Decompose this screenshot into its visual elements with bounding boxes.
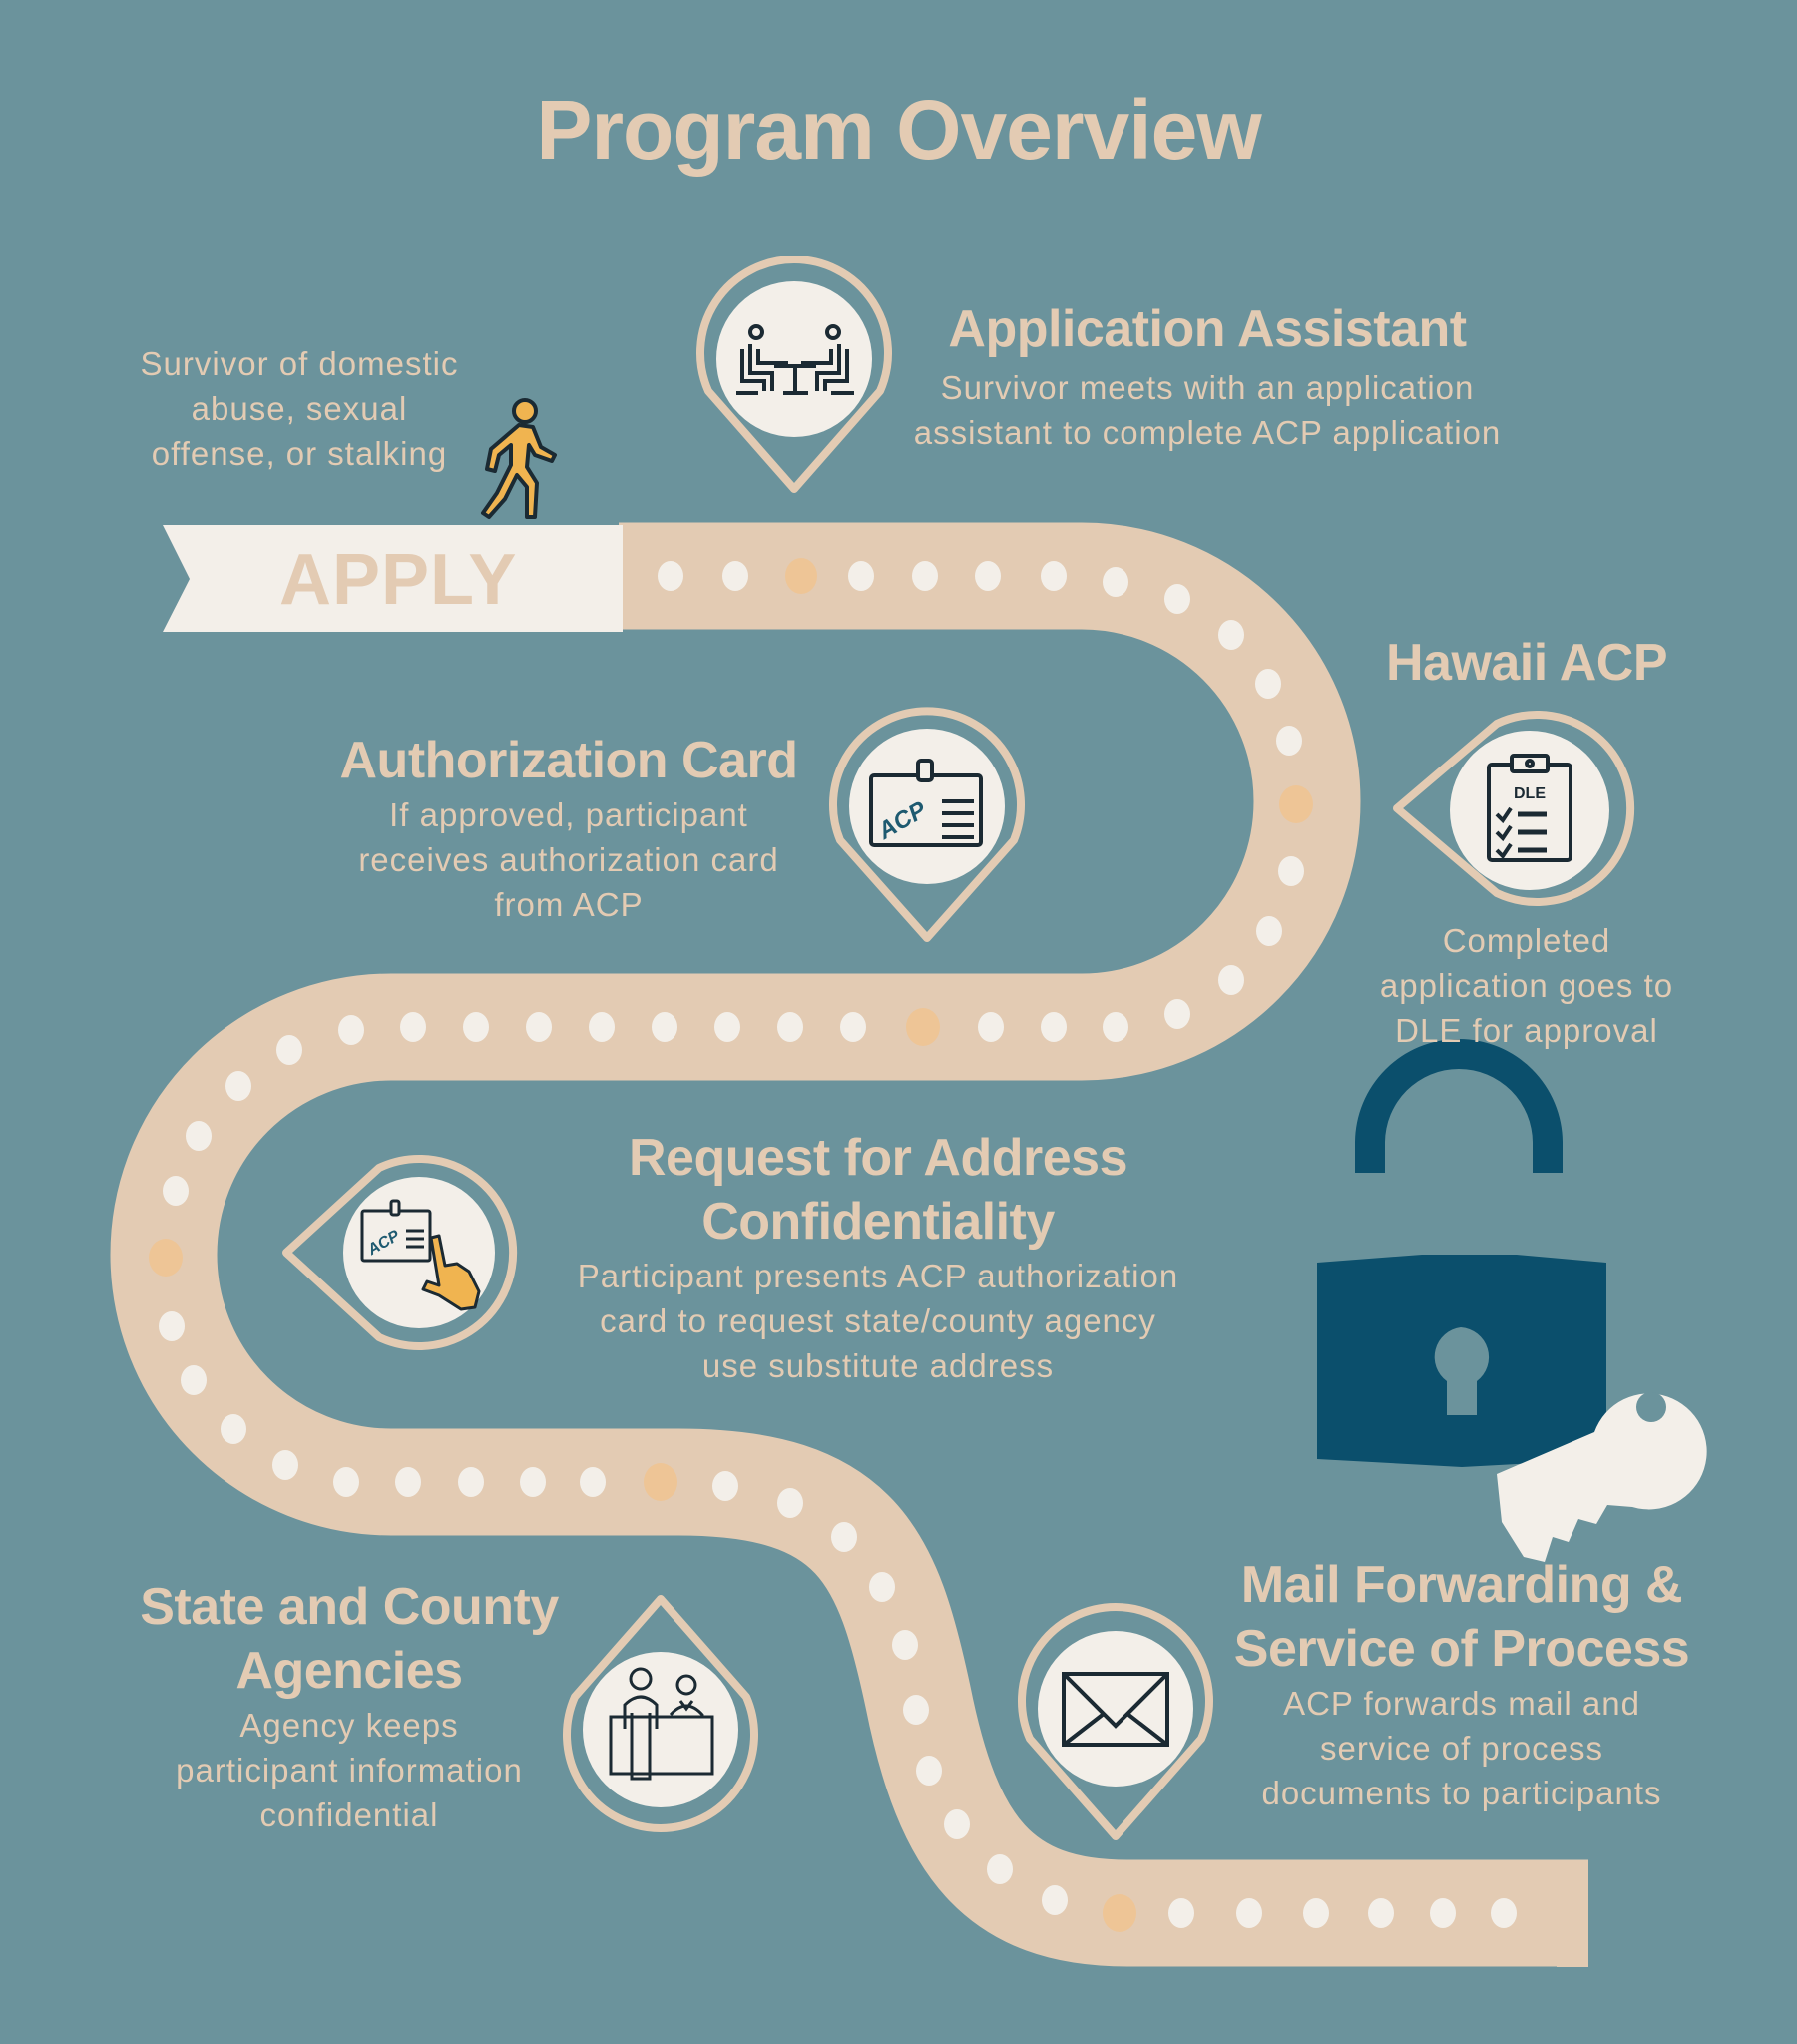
step-description: [1207, 1681, 1716, 1815]
step-title: [529, 1126, 1227, 1254]
id-card-label: ACP: [873, 796, 931, 845]
apply-label: APPLY: [279, 540, 518, 620]
desc-line: service of process: [1320, 1730, 1603, 1767]
pin-authorization-card: [833, 711, 1021, 938]
step-hawaii-acp: [1327, 631, 1726, 695]
desc-line: card to request state/county agency: [600, 1302, 1156, 1339]
title-line: Confidentiality: [701, 1193, 1055, 1251]
padlock-icon: [1317, 1039, 1606, 1467]
desc-line: If approved, participant: [389, 796, 748, 833]
step-application-assistant: [858, 297, 1557, 455]
intro-line: abuse, sexual: [191, 390, 408, 427]
desc-line: Agency keeps: [239, 1707, 459, 1744]
desc-line: from ACP: [494, 886, 644, 923]
step-title: Hawaii ACP: [1385, 634, 1668, 692]
clipboard-label: DLE: [1514, 785, 1546, 802]
step-state-county-agencies: [100, 1575, 599, 1837]
pin-request-confidentiality: [286, 1159, 513, 1346]
desc-line: ACP forwards mail and: [1283, 1685, 1640, 1722]
id-card-label-small: ACP: [364, 1227, 403, 1260]
intro-line: Survivor of domestic: [140, 345, 459, 382]
step-title: [100, 1575, 599, 1703]
intro-text: [110, 341, 489, 476]
page-title: Program Overview: [536, 83, 1261, 177]
desc-line: Participant presents ACP authorization: [577, 1258, 1179, 1294]
walking-person-icon: [483, 400, 555, 517]
title-line: Agencies: [235, 1642, 463, 1700]
step-description: [529, 1254, 1227, 1388]
step-title: Application Assistant: [948, 300, 1467, 358]
step-mail-forwarding: [1207, 1553, 1716, 1815]
desc-line: DLE for approval: [1395, 1012, 1658, 1049]
desc-line: documents to participants: [1261, 1775, 1662, 1811]
title-line: State and County: [140, 1578, 559, 1636]
pin-hawaii-acp: [1397, 715, 1630, 902]
pin-mail-forwarding: [1022, 1607, 1209, 1836]
desc-line: assistant to complete ACP application: [913, 414, 1502, 451]
desc-line: Completed: [1442, 922, 1611, 959]
step-description: [309, 792, 828, 927]
step-title: Authorization Card: [339, 732, 798, 789]
step-description: [100, 1703, 599, 1837]
desc-line: receives authorization card: [358, 841, 779, 878]
intro-line: offense, or stalking: [151, 435, 448, 472]
step-title: [1207, 1553, 1716, 1681]
step-description: [858, 365, 1557, 455]
step-hawaii-acp-description: [1327, 918, 1726, 1053]
desc-line: Survivor meets with an application: [940, 369, 1475, 406]
desc-line: use substitute address: [701, 1347, 1055, 1384]
step-authorization-card: [309, 729, 828, 927]
title-line: Service of Process: [1233, 1620, 1690, 1678]
desc-line: application goes to: [1379, 967, 1674, 1004]
title-line: Request for Address: [628, 1129, 1127, 1187]
title-line: Mail Forwarding &: [1240, 1556, 1683, 1614]
desc-line: participant information: [176, 1752, 523, 1788]
step-request-confidentiality: [529, 1126, 1227, 1388]
desc-line: confidential: [259, 1796, 439, 1833]
